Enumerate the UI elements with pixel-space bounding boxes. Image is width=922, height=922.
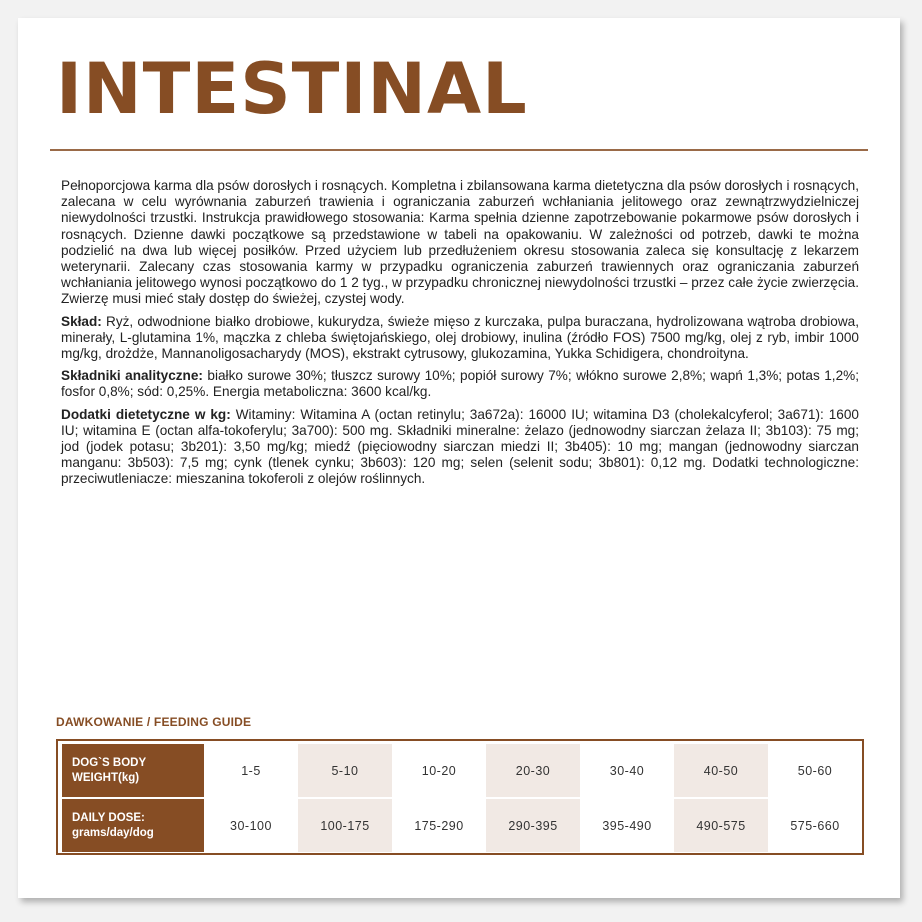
weight-row bbox=[62, 744, 862, 797]
dose-cell: 290-395 bbox=[486, 799, 580, 852]
product-card bbox=[18, 18, 900, 898]
weight-row-header bbox=[62, 744, 204, 797]
dose-header-line2: grams/day/dog bbox=[72, 826, 154, 839]
dose-cell: 100-175 bbox=[298, 799, 392, 852]
dose-cell: 30-100 bbox=[230, 818, 272, 833]
weight-cell: 50-60 bbox=[797, 763, 833, 778]
dose-row bbox=[62, 799, 862, 852]
dose-cell: 175-290 bbox=[414, 818, 464, 833]
weight-cell: 10-20 bbox=[421, 763, 457, 778]
dose-cell: 395-490 bbox=[602, 818, 652, 833]
description-body bbox=[61, 178, 859, 494]
composition-text: Ryż, odwodnione białko drobiowe, kukurydza, świeże mięso z kurczaka, pulpa buraczana, hydrolizowana wątroba drobiowa, minerały, L-glutamina 1%, mączka z chleba świętojańskiego, olej drobiowy, inulina (źródło FOS) 7500 mg/kg, olej z ryb, imbir 1000 mg/kg, drożdże, Mannanoligosacharydy (MOS), ekstrakt cytrusowy, glukozamina, Yukka Schidigera, chondroityna. bbox=[61, 313, 859, 362]
weight-cell: 30-40 bbox=[609, 763, 645, 778]
weight-header-line2: WEIGHT(kg) bbox=[72, 771, 140, 784]
analytical-label: Składniki analityczne: bbox=[61, 368, 203, 384]
dose-row-header bbox=[62, 799, 204, 852]
weight-cell: 20-30 bbox=[486, 744, 580, 797]
page-title: INTESTINAL bbox=[56, 48, 528, 130]
weight-cell: 5-10 bbox=[298, 744, 392, 797]
dose-cell: 575-660 bbox=[790, 818, 840, 833]
intro-paragraph: Pełnoporcjowa karma dla psów dorosłych i rosnących. Kompletna i zbilansowana karma dietetyczna dla psów dorosłych i rosnących, zalecana w celu wyrównania zaburzeń trawienia i ograniczania zaburzeń wchłaniania jelitowego oraz zewnątrzwydzielniczej niewydolności trzustki. Instrukcja prawidłowego stosowania: Karma spełnia dzienne zapotrzebowanie pokarmowe psów dorosłych i rosnących. Dzienne dawki początkowe są przedstawione w tabeli na opakowaniu. W zależności od potrzeb, dawki te można podzielić na dwa lub więcej posiłków. Przed użyciem lub przedłużeniem okresu stosowania zaleca się konsultację z lekarzem weterynarii. Zalecany czas stosowania karmy w przypadku ograniczenia zaburzeń trawiennych oraz ograniczania zaburzeń wchłaniania jelitowego wynosi początkowo do 1 2 tyg., w przypadku chronicznej niewydolności trzustki – przez całe życie zwierzęcia. Zwierzę musi mieć stały dostęp do świeżej, czystej wody. bbox=[61, 178, 859, 307]
feeding-guide-table bbox=[56, 739, 864, 855]
feeding-guide-title: DAWKOWANIE / FEEDING GUIDE bbox=[56, 715, 252, 729]
dose-header-line1: DAILY DOSE: bbox=[72, 811, 145, 824]
weight-cell: 1-5 bbox=[241, 763, 261, 778]
weight-header-line1: DOG`S BODY bbox=[72, 756, 147, 769]
dose-cell: 490-575 bbox=[674, 799, 768, 852]
weight-cell: 40-50 bbox=[674, 744, 768, 797]
analytical-text: białko surowe 30%; tłuszcz surowy 10%; popiół surowy 7%; włókno surowe 2,8%; wapń 1,3%; potas 1,2%; fosfor 0,8%; sód: 0,25%. Energia metaboliczna: 3600 kcal/kg. bbox=[61, 368, 859, 400]
composition-label: Skład: bbox=[61, 313, 102, 329]
additives-label: Dodatki dietetyczne w kg: bbox=[61, 406, 231, 422]
analytical-paragraph bbox=[61, 368, 859, 400]
additives-paragraph bbox=[61, 407, 859, 488]
additives-text: Witaminy: Witamina A (octan retinylu; 3a672a): 16000 IU; witamina D3 (cholekalcyferol; 3a671): 1600 IU; witamina E (octan alfa-tokoferylu; 3a700): 500 mg. Składniki mineralne: żelazo (jednowodny siarczan żelaza II; 3b103): 75 mg; jod (jodek potasu; 3b201): 3,50 mg/kg; miedź (pięciowodny siarczan miedzi II; 3b405): 10 mg; mangan (jednowodny siarczan manganu: 3b503): 7,5 mg; cynk (tlenek cynku; 3b603): 120 mg; selen (selenit sodu; 3b801): 0,12 mg. Dodatki technologiczne: przeciwutleniacze: mieszanina tokoferoli z olejów roślinnych. bbox=[61, 406, 859, 487]
title-divider bbox=[50, 149, 868, 151]
composition-paragraph bbox=[61, 314, 859, 363]
